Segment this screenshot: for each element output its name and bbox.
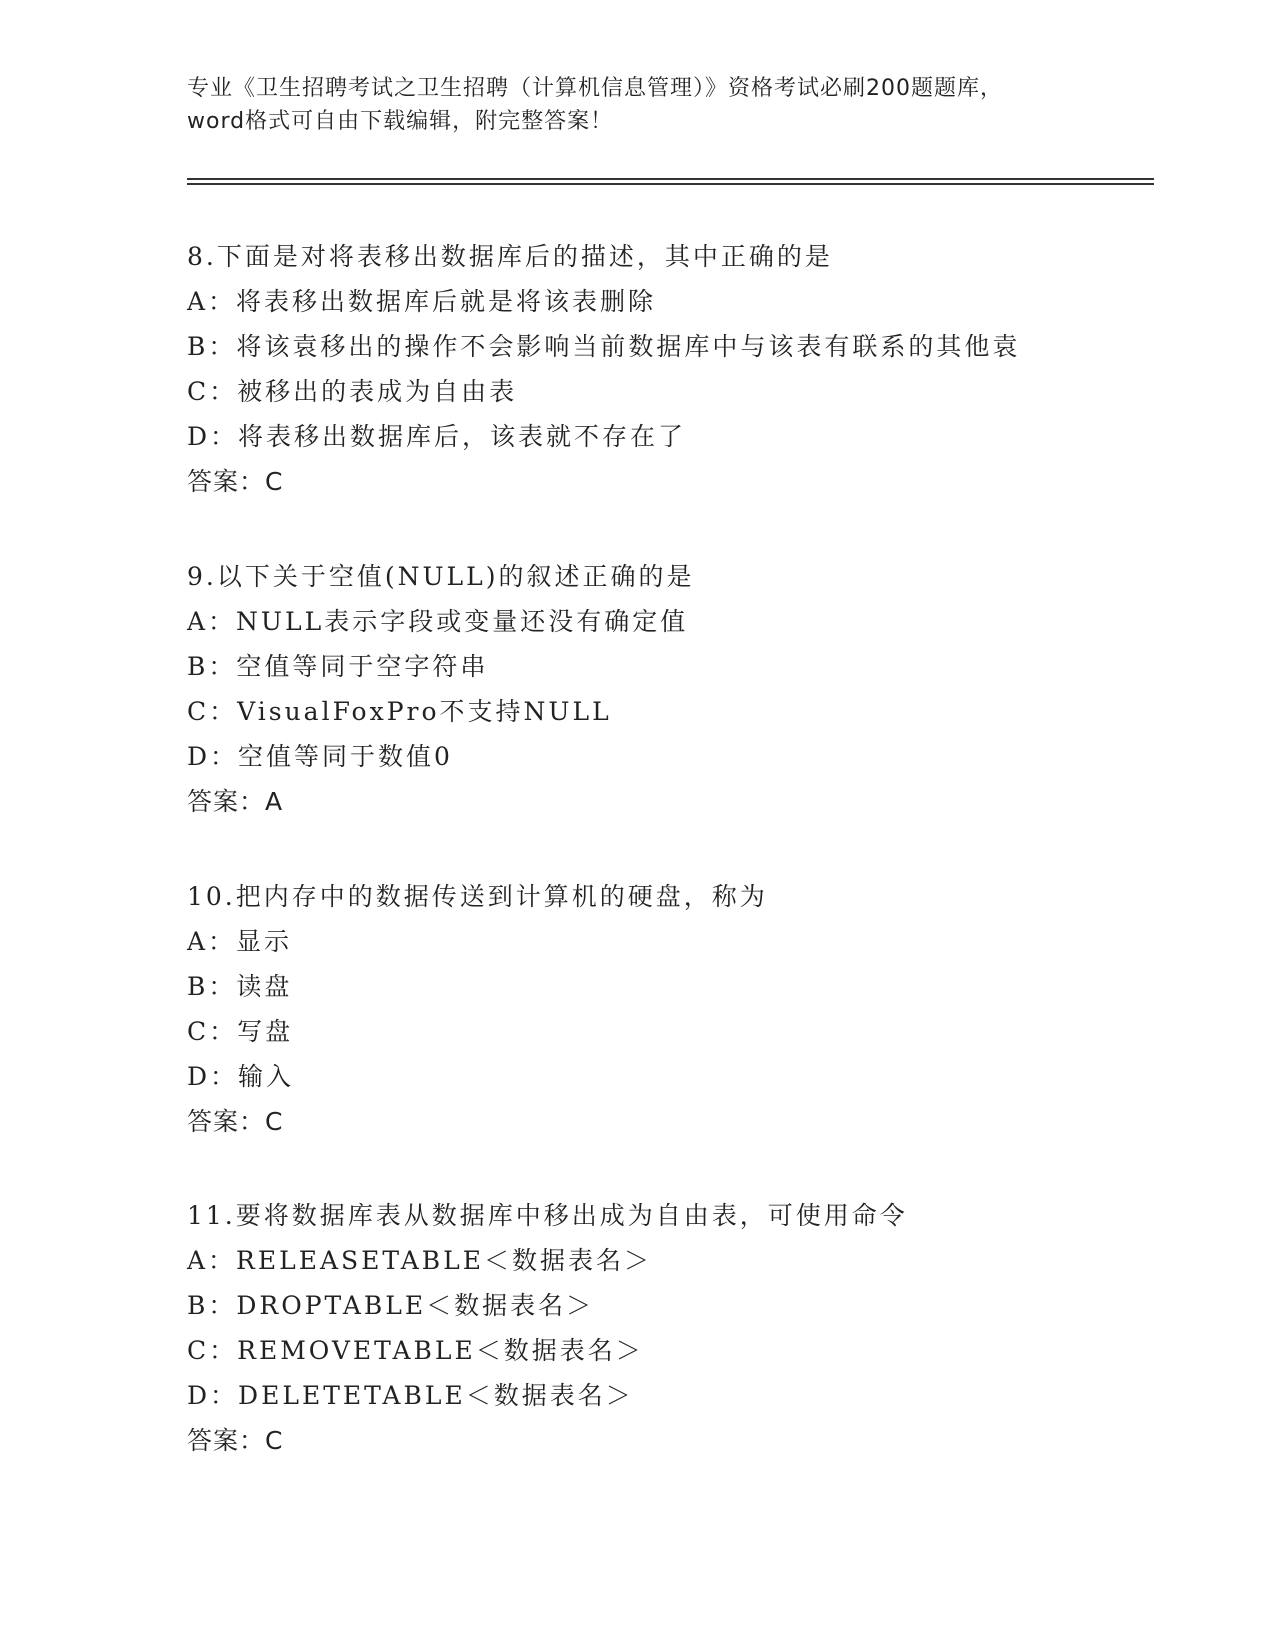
question-stem: 8.下面是对将表移出数据库后的描述，其中正确的是	[187, 242, 833, 271]
option-d: D：将表移出数据库后，该表就不存在了	[187, 422, 687, 451]
header-divider-bottom	[187, 183, 1154, 185]
option-a: A：将表移出数据库后就是将该表删除	[187, 287, 657, 316]
option-c: C：被移出的表成为自由表	[187, 377, 518, 406]
option-b: B：将该袁移出的操作不会影响当前数据库中与该表有联系的其他袁	[187, 332, 1021, 361]
answer-label: 答案：C	[187, 467, 284, 496]
option-c: C：REMOVETABLE＜数据表名＞	[187, 1336, 644, 1365]
header-line-2: word格式可自由下载编辑，附完整答案！	[187, 109, 614, 134]
question-8	[187, 234, 1147, 504]
option-d: D：输入	[187, 1062, 295, 1091]
option-b: B：读盘	[187, 972, 293, 1001]
option-b: B：空值等同于空字符串	[187, 652, 489, 681]
option-c: C：VisualFoxPro不支持NULL	[187, 697, 612, 726]
question-11	[187, 1193, 1147, 1463]
answer-label: 答案：A	[187, 787, 284, 816]
header-divider-top	[187, 178, 1154, 180]
document-header	[187, 72, 1087, 138]
option-d: D：空值等同于数值0	[187, 742, 453, 771]
header-line-1: 专业《卫生招聘考试之卫生招聘（计算机信息管理）》资格考试必刷200题题库，	[187, 76, 1003, 101]
answer-label: 答案：C	[187, 1426, 284, 1455]
option-a: A：NULL表示字段或变量还没有确定值	[187, 607, 689, 636]
option-c: C：写盘	[187, 1017, 294, 1046]
question-stem: 11.要将数据库表从数据库中移出成为自由表，可使用命令	[187, 1201, 908, 1230]
answer-label: 答案：C	[187, 1107, 284, 1136]
question-stem: 9.以下关于空值(NULL)的叙述正确的是	[187, 562, 695, 591]
question-10	[187, 874, 1147, 1144]
option-b: B：DROPTABLE＜数据表名＞	[187, 1291, 595, 1320]
question-9	[187, 554, 1147, 824]
option-a: A：显示	[187, 927, 293, 956]
question-stem: 10.把内存中的数据传送到计算机的硬盘，称为	[187, 882, 768, 911]
option-d: D：DELETETABLE＜数据表名＞	[187, 1381, 634, 1410]
option-a: A：RELEASETABLE＜数据表名＞	[187, 1246, 652, 1275]
